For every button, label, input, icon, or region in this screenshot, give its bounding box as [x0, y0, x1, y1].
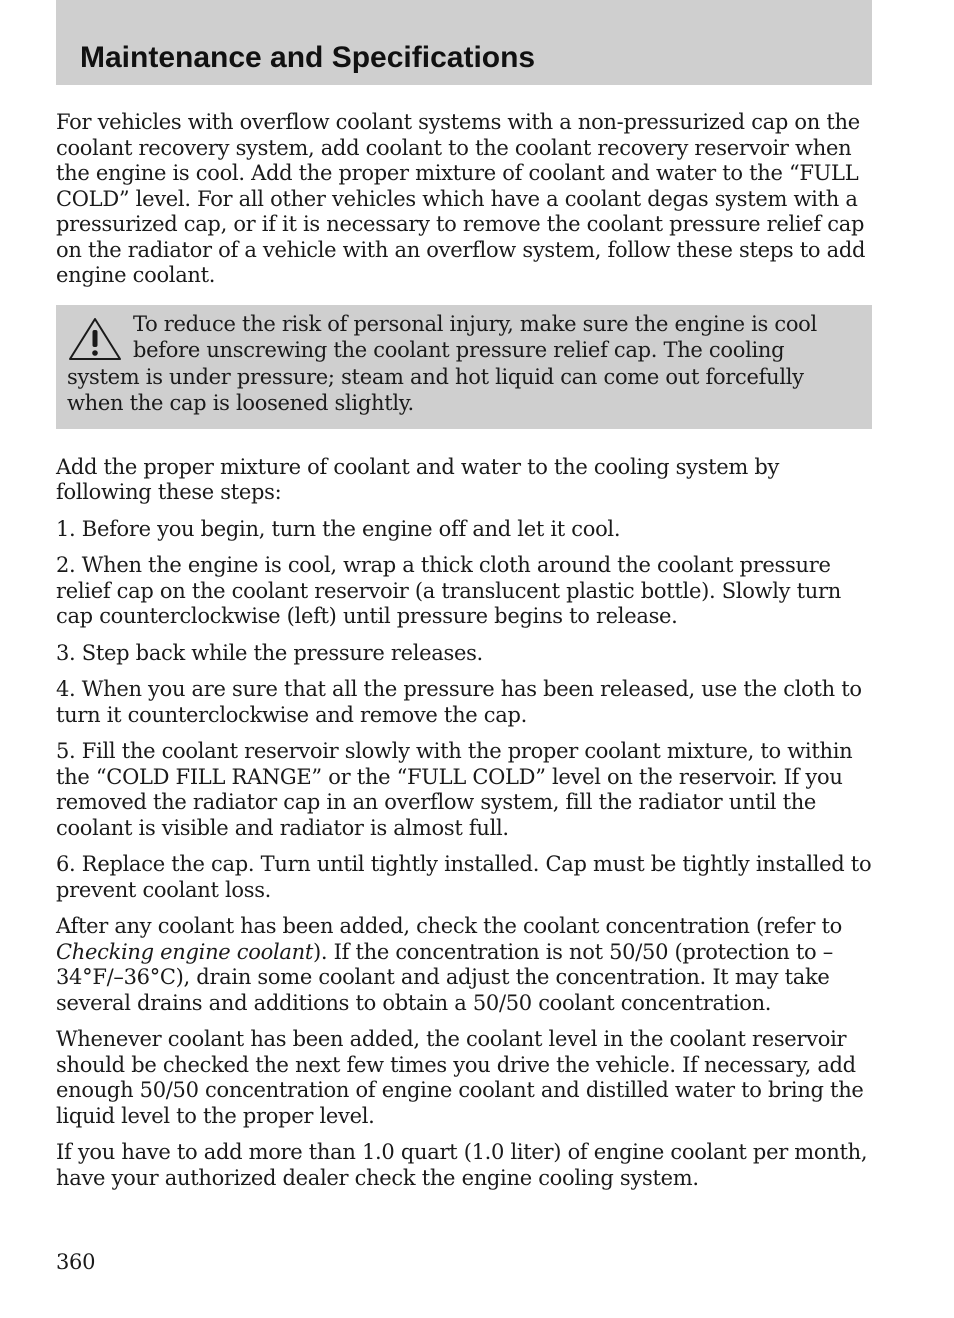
- page-number: 360: [56, 1250, 96, 1274]
- step-2: 2. When the engine is cool, wrap a thick cloth around the coolant pressure relief cap on the coolant reservoir (a translucent plastic bottle). Slowly turn cap counterclockwise (left) until pressure begins to release.: [56, 553, 841, 628]
- warning-box: [56, 305, 872, 429]
- section-title: Maintenance and Specifications: [80, 41, 536, 74]
- section-header: [56, 0, 872, 85]
- warning-triangle-icon: [67, 316, 123, 362]
- concentration-text-after: ). If the concentration is not 50/50 (protection to –34°F/–36°C), drain some coolant and adjust the concentration. It may take several drains and additions to obtain a 50/50 coolant concentration.: [56, 939, 833, 1015]
- step-4: 4. When you are sure that all the pressure has been released, use the cloth to turn it counterclockwise and remove the cap.: [56, 677, 862, 727]
- step-6: 6. Replace the cap. Turn until tightly installed. Cap must be tightly installed to prevent coolant loss.: [56, 852, 872, 902]
- step-3: 3. Step back while the pressure releases.: [56, 640, 483, 665]
- warning-text: To reduce the risk of personal injury, make sure the engine is cool before unscrewing the coolant pressure relief cap. The cooling system is under pressure; steam and hot liquid can come out forcefully when the cap is loosened slightly.: [67, 311, 817, 415]
- concentration-paragraph: [56, 914, 874, 1016]
- step-5: 5. Fill the coolant reservoir slowly with the proper coolant mixture, to within the “COLD FILL RANGE” or the “FULL COLD” level on the reservoir. If you removed the radiator cap in an overflow system, fill the radiator until the coolant is visible and radiator is almost full.: [56, 739, 853, 840]
- checking-engine-coolant-reference: Checking engine coolant: [56, 939, 313, 964]
- recheck-paragraph: Whenever coolant has been added, the coolant level in the coolant reservoir should be checked the next few times you drive the vehicle. If necessary, add enough 50/50 concentration of engine coolant and distilled water to bring the liquid level to the proper level.: [56, 1027, 864, 1128]
- dealer-paragraph: If you have to add more than 1.0 quart (1.0 liter) of engine coolant per month, have your authorized dealer check the engine cooling system.: [56, 1140, 868, 1190]
- intro-paragraph: For vehicles with overflow coolant systems with a non-pressurized cap on the coolant recovery system, add coolant to the coolant recovery reservoir when the engine is cool. Add the proper mixture of coolant and water to the “FULL COLD” level. For all other vehicles which have a coolant degas system with a pressurized cap, or if it is necessary to remove the coolant pressure relief cap on the radiator of a vehicle with an overflow system, follow these steps to add engine coolant.: [56, 110, 866, 287]
- page-content: [56, 110, 874, 1202]
- steps-intro: Add the proper mixture of coolant and water to the cooling system by following these steps:: [56, 454, 780, 504]
- step-1: 1. Before you begin, turn the engine off and let it cool.: [56, 516, 621, 541]
- concentration-text-before: After any coolant has been added, check the coolant concentration (refer to: [56, 914, 842, 938]
